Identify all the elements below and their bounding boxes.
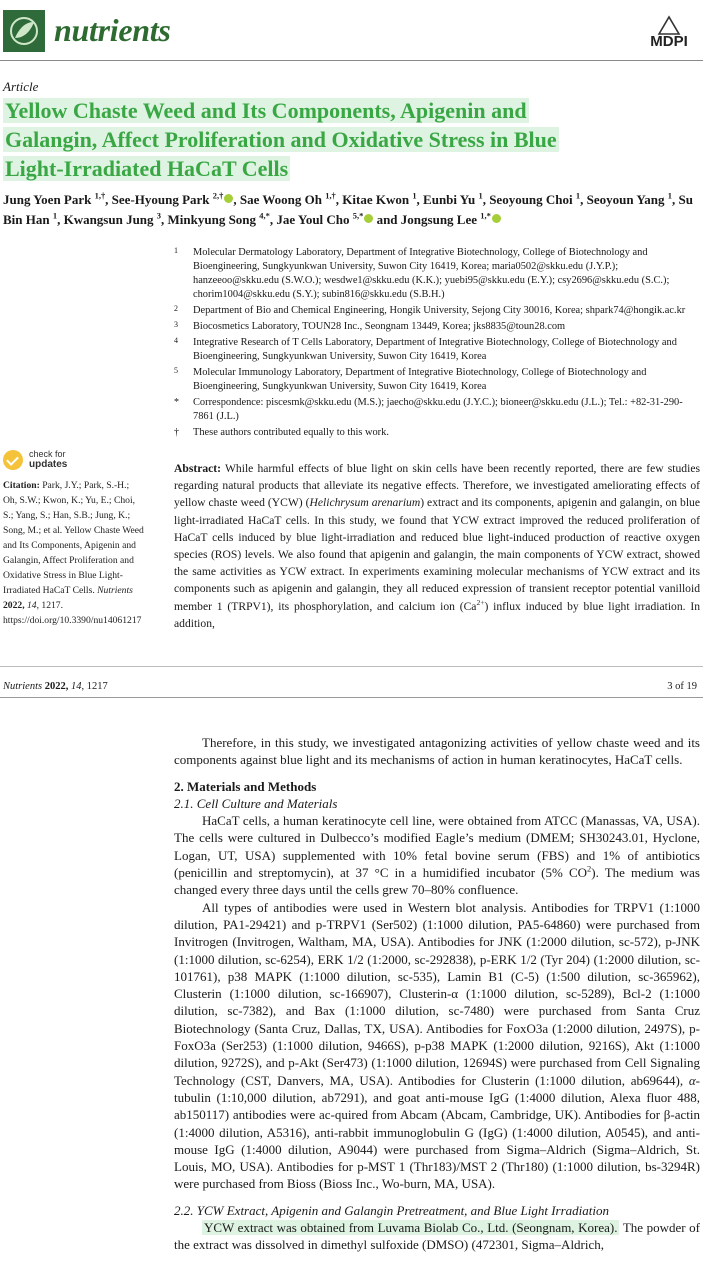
author-connector: and — [373, 212, 401, 227]
citation-text: Park, J.Y.; Park, S.-H.; Oh, S.W.; Kwon, K.; Yu, E.; Choi, S.; Yang, S.; Han, S.B.; Jung, K.; Song, M.; et al. Yellow Chaste Weed and Its Components, Apigenin and Galangin, Affect Proliferation and Oxidative Stress in Blue Light-Irradiated HaCaT Cells. — [3, 480, 144, 596]
author-name[interactable]: Eunbi Yu — [423, 192, 479, 207]
author-affil-sup: 1 — [667, 190, 672, 201]
paragraph — [174, 899, 700, 1193]
check-updates-line1: check for — [29, 449, 66, 459]
orcid-icon[interactable] — [492, 214, 501, 223]
author-name[interactable]: Minkyung Song — [167, 212, 260, 227]
author-affil-sup: 4,* — [259, 210, 270, 221]
title-line: Yellow Chaste Weed and Its Components, Apigenin and — [5, 98, 527, 123]
mdpi-logo — [641, 14, 697, 52]
author-name[interactable]: Sae Woong Oh — [239, 192, 326, 207]
subsection-heading: 2.2. YCW Extract, Apigenin and Galangin Pretreatment, and Blue Light Irradiation — [174, 1202, 609, 1218]
nutrients-logo-icon — [3, 10, 45, 52]
affiliation-mark: 3 — [174, 320, 178, 329]
author-separator: , — [482, 192, 490, 207]
citation-doi-link[interactable]: 1217. https://doi.org/10.3390/nu14061217 — [3, 600, 142, 626]
running-head — [3, 681, 108, 692]
affiliation-mark: 5 — [174, 366, 178, 375]
paragraph-text: All types of antibodies were used in Western blot analysis. Antibodies for TRPV1 (1:1000 dilution, PA1-29421) and p-TRPV1 (Ser502) (1:1000 dilution, PA5-64860) were purchased from Invitrogen (Invitrogen, Waltham, MA, USA). Antibodies for JNK (1:2000 dilution, sc-572), p-JNK (1:1000 dilution, sc-6254), ERK 1/2 (1:2000, sc-292838), p-ERK 1/2 (Tyr 204) (1:2000 dilution, sc-101761), p38 MAPK (1:1000 dilution, sc-535), Lamin B1 (C-5) (1:500 dilution, sc-365962), Clusterin (1:1000 dilution, sc-166907), Clusterin-α (1:1000 dilution, sc-5289), Bcl-2 (1:1000 dilution, sc-7382), and Bax (1:1000 dilution, sc-7480) were purchased from Santa Cruz Biotechnology (Santa Cruz, Dallas, TX, USA). Antibodies for FoxO3a (1:2000 dilution, 2497S), p-FoxO3a (Ser253) (1:1000 dilution, 9466S), p-p38 MAPK (1:2000 dilution, 9216S), Akt (1:1000 dilution, 9272S), and p-Akt (Ser473) (1:1000 dilution, 12694S) were purchased from Cell Signaling Technology (CST, Danvers, MA, USA). Antibodies for Clusterin (1:1000 dilution, ab69644), — [174, 899, 700, 1088]
running-head-volume: 14, — [70, 681, 85, 692]
affiliation-text: Biocosmetics Laboratory, TOUN28 Inc., Seongnam 13449, Korea; jks8835@toun28.com — [193, 321, 566, 332]
highlighted-text: YCW extract was obtained from Luvama Biolab Co., Ltd. (Seongnam, Korea). — [204, 1220, 618, 1236]
author-name[interactable]: Kitae Kwon — [342, 192, 413, 207]
author-name[interactable]: Seoyoun Yang — [586, 192, 668, 207]
co2-sup: 2 — [587, 863, 592, 874]
affiliation-item — [172, 320, 702, 334]
affiliation-item — [172, 336, 702, 364]
alpha-symbol: α — [688, 1072, 696, 1088]
author-affil-sup: 3 — [156, 210, 162, 221]
abstract-species: Helichrysum arenarium — [309, 496, 421, 510]
author-separator: , — [269, 212, 277, 227]
orcid-icon[interactable] — [224, 194, 233, 203]
running-head-year: 2022, — [44, 681, 69, 692]
affiliation-item — [172, 366, 702, 394]
author-separator: , — [580, 192, 587, 207]
check-updates-icon — [3, 450, 23, 470]
citation-volume: 14, — [27, 600, 39, 611]
check-for-updates-badge[interactable] — [3, 449, 123, 473]
affiliation-item — [172, 396, 702, 424]
author-separator: , — [233, 192, 240, 207]
abstract-text: ) influx induced by blue light irradiation. In addition, — [174, 599, 700, 630]
author-list — [3, 190, 698, 230]
citation-year: 2022, — [3, 600, 25, 611]
author-affil-sup: 2,† — [212, 190, 224, 201]
abstract — [174, 460, 700, 632]
citation-journal: Nutrients — [97, 585, 133, 596]
article-type: Article — [3, 79, 39, 94]
affiliation-text: Correspondence: piscesmk@skku.edu (M.S.); jaecho@skku.edu (J.Y.C.); bioneer@skku.edu (J.L.); Tel.: +82-31-290-7861 (J.L.) — [193, 397, 683, 422]
article-title — [3, 96, 693, 183]
affiliation-mark: 2 — [174, 304, 178, 313]
paragraph-text: -tubulin (1:10,000 dilution, ab7291), and goat anti-mouse IgG (1:4000 dilution, Alexa fluor 488, ab150117) antibodies were ac-quired from Abcam (Abcam, Cambridge, UK). Antibodies for β-actin (1:4000 dilution, A5316), anti-rabbit immunoglobulin G (IgG) (1:4000 dilution, A0545), and anti-mouse IgG (1:4000 dilution, A9044) were purchased from Sigma–Aldrich (Sigma–Aldrich, St. Louis, MO, USA). Antibodies for p-MST 1 (Thr183)/MST 2 (Thr180) (1:1000 dilution, bs-3294R) were purchased from Bioss (Bioss Inc., Wo-burn, MA, USA). — [174, 1072, 700, 1192]
affiliation-text: Integrative Research of T Cells Laboratory, Department of Integrative Biotechnology, College of Biotechnology and Bioengineering, Sungkyunkwan University, Suwon City 16419, Korea — [193, 337, 677, 362]
affiliation-item — [172, 426, 702, 440]
header-rule — [0, 697, 703, 698]
journal-name: nutrients — [54, 12, 171, 48]
affiliation-mark: 4 — [174, 336, 178, 345]
affiliation-text: These authors contributed equally to this work. — [193, 427, 389, 438]
page-divider — [0, 666, 703, 667]
affiliation-mark: † — [174, 427, 179, 438]
mdpi-logo-text: MDPI — [650, 33, 688, 50]
author-name[interactable]: Jae Youl Cho — [276, 212, 353, 227]
author-affil-sup: 1 — [412, 190, 417, 201]
affiliation-list — [172, 246, 702, 442]
author-affil-sup: 1 — [478, 190, 483, 201]
paragraph-text: The powder of the extract was dissolved in dimethyl sulfoxide (DMSO) (472301, Sigma–Aldrich, — [174, 1220, 700, 1253]
affiliation-item — [172, 246, 702, 302]
affiliation-text: Department of Bio and Chemical Engineering, Hongik University, Sejong City 30016, Korea; shpark74@hongik.ac.kr — [193, 305, 686, 316]
running-head-journal: Nutrients — [3, 681, 43, 692]
affiliation-mark: * — [174, 397, 179, 408]
abstract-text: ) extract and its components, apigenin and galangin, on blue light-irradiated HaCaT cells. In this study, we found that YCW extract improved the reduced proliferation of HaCaT cells induced by blue light-irradiation and reduced blue light-induced production of reactive oxygen species (ROS) levels. We also found that apigenin and galangin, the main components of YCW extract, showed the same activities as YCW extract. In experiments examining molecular mechanisms of YCW extract and its components such as apigenin and galangin, they all reduced expression of transient receptor potential vanilloid member 1 (TRPV1), its phosphorylation, and calcium ion (Ca — [174, 496, 700, 613]
paragraph-text: HaCaT cells, a human keratinocyte cell line, were obtained from ATCC (Manassas, VA, USA). The cells were cultured in Dulbecco’s modified Eagle’s medium (DMEM; SH30243.01, Hyclone, Logan, UT, USA) supplemented with 10% fetal bovine serum (FBS) and 1% of antibiotics (penicillin and streptomycin), at 37 °C in a humidified incubator (5% CO — [174, 813, 700, 881]
author-affil-sup: 1 — [575, 190, 581, 201]
affiliation-text: Molecular Dermatology Laboratory, Department of Integrative Biotechnology, College of Biotechnology and Bioengineering, Sungkyunkwan University, Suwon City 16419, Korea; maria0502@skku.edu (J.Y.P.); hanzeeoo@skku.edu (S.W.O.); wesdwe1@skku.edu (K.K.); yuebi95@skku.edu (E.Y.); csy2696@skku.edu (S.C.); chorim1004@skku.edu (S.Y.); subin816@skku.edu (S.B.H.) — [193, 247, 670, 300]
citation-block — [3, 478, 145, 628]
author-name[interactable]: Jongsung Lee — [400, 212, 481, 227]
author-affil-sup: 1,* — [480, 210, 491, 221]
section-heading: 2. Materials and Methods — [174, 778, 317, 794]
body-text — [174, 734, 700, 1254]
author-separator: , — [335, 192, 343, 207]
affiliation-item — [172, 304, 702, 318]
orcid-icon[interactable] — [364, 214, 373, 223]
abstract-label: Abstract: — [174, 462, 222, 475]
affiliation-mark: 1 — [174, 246, 178, 255]
author-separator: , — [416, 192, 424, 207]
title-line: Galangin, Affect Proliferation and Oxidative Stress in Blue — [5, 127, 557, 152]
author-name[interactable]: Su Bin Han — [3, 192, 693, 227]
paragraph-text: ). The medium was changed every three days until the cells grew 70–80% confluence. — [174, 865, 700, 898]
affiliation-text: Molecular Immunology Laboratory, Department of Integrative Biotechnology, College of Biotechnology and Bioengineering, Sungkyunkwan University, Suwon City 16419, Korea — [193, 367, 647, 392]
citation-label: Citation: — [3, 480, 40, 491]
author-name[interactable]: Seoyoung Choi — [489, 192, 576, 207]
author-separator: , — [105, 192, 112, 207]
paragraph — [174, 812, 700, 898]
page-number: 3 of 19 — [667, 681, 697, 692]
paragraph — [174, 1219, 700, 1254]
abstract-ca-sup: 2+ — [476, 597, 485, 607]
author-separator: , — [161, 212, 168, 227]
author-separator: , — [671, 192, 679, 207]
subsection-heading: 2.1. Cell Culture and Materials — [174, 795, 338, 811]
author-affil-sup: 1 — [52, 210, 58, 221]
abstract-text: While harmful effects of blue light on skin cells have been recently reported, there are few studies regarding natural products that alleviate its negative effects. Therefore, we investigated ameliorating effects of yellow chaste weed (YCW) ( — [174, 462, 700, 510]
header-rule — [0, 60, 703, 61]
author-separator: , — [57, 212, 64, 227]
author-name[interactable]: See-Hyoung Park — [111, 192, 213, 207]
author-name[interactable]: Kwangsun Jung — [63, 212, 157, 227]
author-affil-sup: 1,† — [94, 190, 106, 201]
author-affil-sup: 5,* — [352, 210, 364, 221]
check-updates-line2: updates — [29, 459, 68, 470]
title-line: Light-Irradiated HaCaT Cells — [5, 156, 289, 181]
author-affil-sup: 1,† — [325, 190, 336, 201]
running-head-article: 1217 — [86, 681, 108, 692]
paragraph: Therefore, in this study, we investigated antagonizing activities of yellow chaste weed and its components against blue light and its mechanisms of action in human keratinocytes, HaCaT cells. — [174, 735, 700, 768]
author-name[interactable]: Jung Yoen Park — [3, 192, 95, 207]
